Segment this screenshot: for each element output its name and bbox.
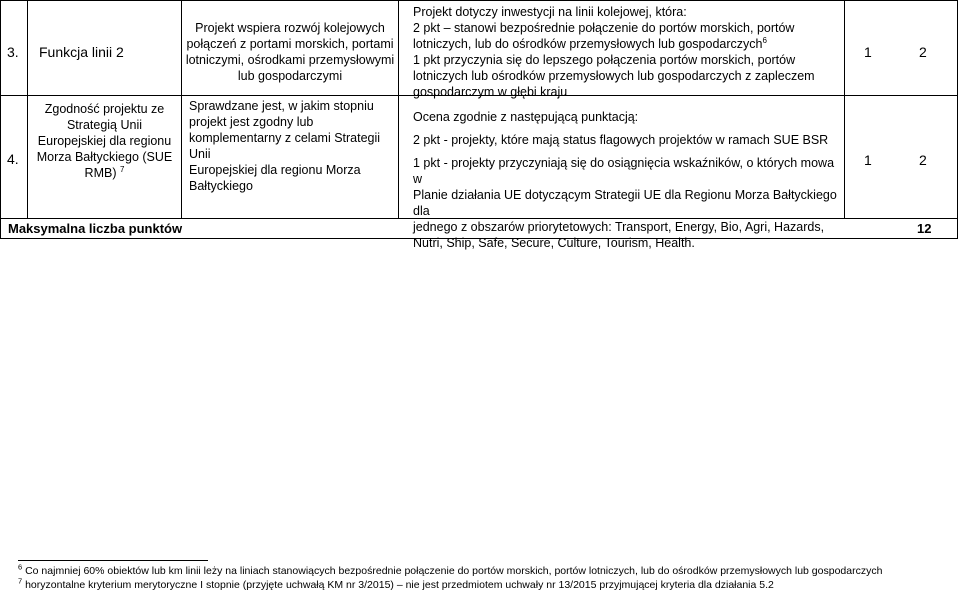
footnote-text: horyzontalne kryterium merytoryczne I stopnie (przyjęte uchwałą KM nr 3/2015) – nie jest przedmiotem uchwały nr 13/2015 przyjmującej kryteria dla działania 5.2 <box>25 579 774 591</box>
criterion-description <box>189 98 397 194</box>
table-left-border <box>0 0 1 239</box>
description-line: Bałtyckiego <box>189 179 253 193</box>
method-line: Projekt dotyczy inwestycji na linii kolejowej, która: <box>413 5 687 19</box>
criterion-description <box>182 20 398 84</box>
column-divider <box>398 0 399 219</box>
total-label: Maksymalna liczba punktów <box>8 221 183 236</box>
criterion-line: RMB) $^7$ <box>84 164 125 180</box>
description-line: Sprawdzane jest, w jakim stopniu <box>189 99 374 113</box>
footnote-text: Co najmniej 60% obiektów lub km linii leży na liniach stanowiących bezpośrednie połączenie do portów morskich, portów lotniczych, lub do ośrodków przemysłowych lub gospodarczych <box>25 565 883 577</box>
method-line: lotniczych, lub do ośrodków przemysłowych lub gospodarczych$^6$ <box>413 35 767 51</box>
description-line: lub gospodarczymi <box>237 69 343 83</box>
footnote-ref[interactable]: 7 <box>119 164 125 174</box>
description-line: Projekt wspiera rozwój kolejowych <box>195 21 385 35</box>
criterion-line: Strategią Unii <box>66 118 143 132</box>
method-line: Ocena zgodnie z następującą punktacją: <box>413 110 639 124</box>
footnote-mark: 7 <box>18 576 23 586</box>
table-right-border <box>957 0 958 239</box>
footnote-ref[interactable]: 6 <box>762 35 767 45</box>
footnote <box>18 562 883 578</box>
description-line: lotniczymi, ośrodkami przemysłowymi <box>185 53 395 67</box>
criterion-name: Funkcja linii 2 <box>39 44 124 60</box>
description-line: Europejskiej dla regionu Morza <box>189 163 361 177</box>
description-line: połączeń z portami morskich, portami <box>186 37 394 51</box>
table-top-border <box>0 0 958 1</box>
criterion-line: Morza Bałtyckiego (SUE <box>36 150 173 164</box>
method-line: lotniczych lub ośrodków przemysłowych lub gospodarczych z zapleczem <box>413 69 815 83</box>
points-value: 2 <box>919 152 927 168</box>
method-line: 2 pkt - projekty, które mają status flagowych projektów w ramach SUE BSR <box>413 133 829 147</box>
criterion-name <box>28 101 181 181</box>
footnote-mark: 6 <box>18 562 23 572</box>
method-line: 1 pkt - projekty przyczyniają się do osiągnięcia wskaźników, o których mowa w <box>413 156 835 186</box>
column-divider <box>844 0 845 219</box>
points-value: 1 <box>864 152 872 168</box>
footnote <box>18 576 774 592</box>
row-number: 3. <box>7 44 19 60</box>
criterion-line: Europejskiej dla regionu <box>37 134 172 148</box>
method-line: 2 pkt – stanowi bezpośrednie połączenie do portów morskich, portów <box>413 21 795 35</box>
method-line: jednego z obszarów priorytetowych: Transport, Energy, Bio, Agri, Hazards, <box>413 220 825 234</box>
description-line: projekt jest zgodny lub <box>189 115 314 129</box>
method-line: Planie działania UE dotyczącym Strategii UE dla Regionu Morza Bałtyckiego dla <box>413 188 837 218</box>
method-line: 1 pkt przyczynia się do lepszego połączenia portów morskich, portów <box>413 53 796 67</box>
points-value: 2 <box>919 44 927 60</box>
footnote-separator <box>18 560 208 561</box>
description-line: komplementarny z celami Strategii Unii <box>189 131 381 161</box>
method-line: Nutri, Ship, Safe, Secure, Culture, Tourism, Health. <box>413 236 695 250</box>
scoring-method <box>413 155 843 251</box>
method-line: gospodarczym w głębi kraju <box>413 85 568 99</box>
criterion-line: Zgodność projektu ze <box>44 102 165 116</box>
row-number: 4. <box>7 151 19 167</box>
scoring-method <box>413 4 843 100</box>
points-value: 1 <box>864 44 872 60</box>
total-value: 12 <box>917 221 932 236</box>
